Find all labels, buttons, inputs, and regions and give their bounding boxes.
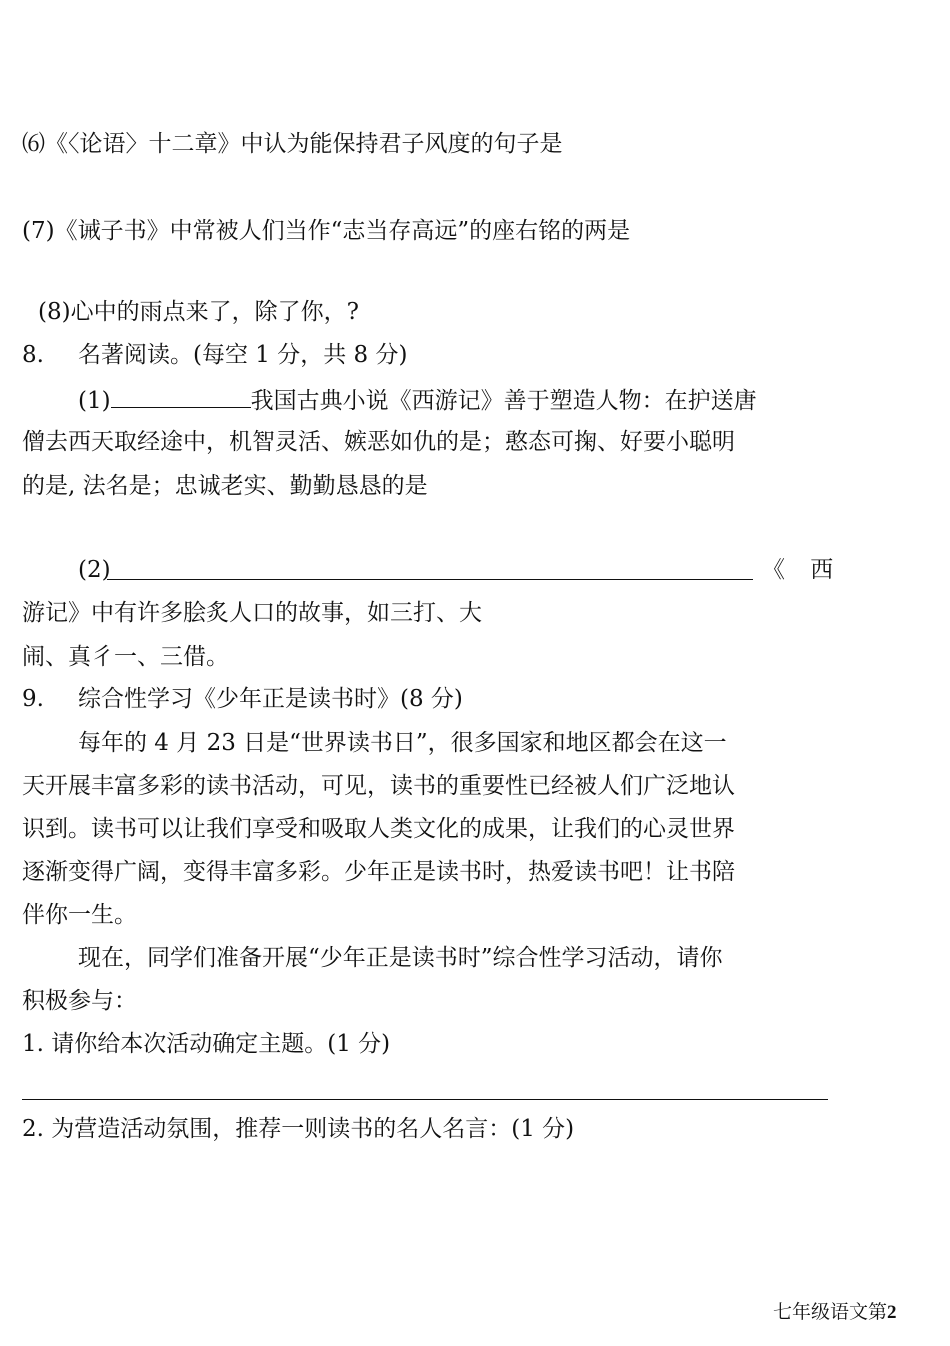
q9-para1-line2: 天开展丰富多彩的读书活动，可见，读书的重要性已经被人们广泛地认 <box>22 773 735 799</box>
answer-blank[interactable] <box>107 579 753 580</box>
q7-item6: ⑹《〈论语〉十二章》中认为能保持君子风度的句子是 <box>22 131 563 157</box>
page-number: 2 <box>887 1302 897 1323</box>
footer-label: 七年级语文第 <box>773 1301 888 1323</box>
q8-number: 8. <box>22 342 44 368</box>
q9-number: 9. <box>22 686 44 712</box>
answer-line[interactable] <box>22 1099 828 1100</box>
q9-para2-line1: 现在，同学们准备开展“少年正是读书时”综合性学习活动，请你 <box>78 945 723 971</box>
q7-item7: (7)《诫子书》中常被人们当作“志当存高远”的座右铭的两是 <box>22 218 631 244</box>
q8-part1-text1: 我国古典小说《西游记》善于塑造人物：在护送唐 <box>250 388 757 414</box>
q9-para1-line4: 逐渐变得广阔，变得丰富多彩。少年正是读书时，热爱读书吧！让书陪 <box>22 859 735 885</box>
q9-title: 综合性学习《少年正是读书时》(8 分) <box>78 686 463 712</box>
q8-part1-line1 <box>78 385 757 415</box>
q7-item8: (8)心中的雨点来了，除了你，? <box>38 299 359 325</box>
q8-part2-line2: 游记》中有许多脍炙人口的故事，如三打、大 <box>22 600 482 626</box>
q8-part1-line2: 僧去西天取经途中，机智灵活、嫉恶如仇的是；憨态可掬、好要小聪明 <box>22 429 735 455</box>
q9-para2-line2: 积极参与： <box>22 988 137 1014</box>
q9-sub2: 2. 为营造活动氛围，推荐一则读书的名人名言：(1 分) <box>22 1116 575 1142</box>
q9-sub1: 1. 请你给本次活动确定主题。(1 分) <box>22 1031 391 1057</box>
q9-para1-line5: 伴你一生。 <box>22 902 137 928</box>
q8-part2-label: (2) <box>78 557 111 583</box>
q8-title: 名著阅读。(每空 1 分，共 8 分) <box>78 342 408 368</box>
q8-part1-line3: 的是, 法名是；忠诚老实、勤勤恳恳的是 <box>22 473 428 499</box>
q8-part2-line3: 闹、真彳一、三借。 <box>22 644 229 670</box>
q9-para1-line3: 识到。读书可以让我们享受和吸取人类文化的成果，让我们的心灵世界 <box>22 816 735 842</box>
page-footer <box>773 1300 897 1325</box>
q8-part2-tail: 《 西 <box>762 557 834 583</box>
q9-para1-line1: 每年的 4 月 23 日是“世界读书日”，很多国家和地区都会在这一 <box>78 730 727 756</box>
q8-part1-label: (1) <box>78 388 111 414</box>
answer-blank[interactable] <box>111 385 251 408</box>
